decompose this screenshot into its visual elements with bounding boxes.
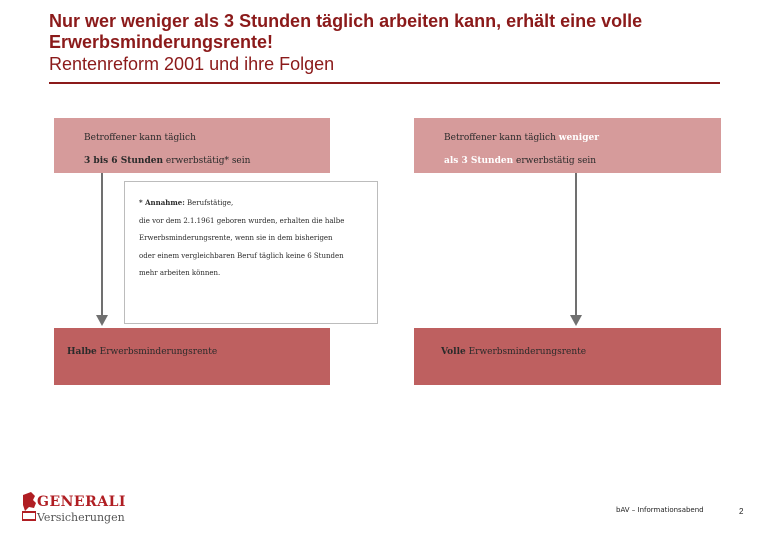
title-line-1: Nur wer weniger als 3 Stunden täglich arbeiten kann, erhält eine volle bbox=[49, 11, 643, 31]
arrow-down-left bbox=[96, 173, 108, 327]
note-line-5: mehr arbeiten können. bbox=[139, 269, 221, 277]
note-line-2: die vor dem 2.1.1961 geboren wurden, erhalten die halbe bbox=[139, 216, 345, 225]
arrow-down-right bbox=[570, 173, 582, 327]
box-half-pension bbox=[54, 328, 330, 385]
box-3-to-6-hours bbox=[54, 118, 330, 173]
logo-wordmark: GENERALI bbox=[37, 494, 126, 510]
box-right-top-highlight1: weniger bbox=[558, 133, 599, 143]
note-line1-text: Berufstätige, bbox=[184, 199, 234, 207]
box-left-top-rest: erwerbstätig* sein bbox=[163, 156, 251, 166]
note-line-4: oder einem vergleichbaren Beruf täglich keine 6 Stunden bbox=[139, 251, 344, 260]
box-right-bottom-rest: Erwerbsminderungsrente bbox=[465, 347, 587, 357]
arrow-right-shaft bbox=[575, 173, 577, 316]
footer-label: bAV – Informationsabend bbox=[616, 506, 704, 514]
lion-emblem-icon bbox=[22, 492, 36, 521]
title-divider bbox=[49, 82, 720, 84]
box-right-bottom-bold: Volle bbox=[441, 347, 466, 357]
box-left-top-highlight: 3 bis 6 Stunden bbox=[84, 156, 164, 166]
note-line-1 bbox=[139, 194, 377, 213]
arrow-right-head bbox=[570, 315, 582, 326]
box-left-top-line1: Betroffener kann täglich bbox=[84, 133, 196, 143]
box-full-pension bbox=[414, 328, 721, 385]
arrow-left-head bbox=[96, 315, 108, 326]
assumption-note bbox=[124, 181, 378, 324]
box-left-top-line2 bbox=[84, 150, 330, 173]
arrow-left-shaft bbox=[101, 173, 103, 316]
note-label: * Annahme: bbox=[139, 198, 185, 207]
box-right-top-line2 bbox=[444, 150, 721, 173]
box-right-top-highlight2: als 3 Stunden bbox=[444, 156, 514, 166]
box-right-top-rest: erwerbstätig sein bbox=[513, 156, 597, 166]
logo-subtitle: Versicherungen bbox=[37, 511, 125, 524]
title-line-2: Erwerbsminderungsrente! bbox=[49, 32, 274, 52]
page-number: 2 bbox=[739, 507, 744, 516]
box-right-top-prefix: Betroffener kann täglich bbox=[444, 133, 559, 143]
subtitle: Rentenreform 2001 und ihre Folgen bbox=[49, 54, 335, 74]
box-left-bottom-bold: Halbe bbox=[67, 347, 97, 357]
note-line-3: Erwerbsminderungsrente, wenn sie in dem bisherigen bbox=[139, 234, 333, 242]
box-left-bottom-rest: Erwerbsminderungsrente bbox=[96, 347, 218, 357]
box-less-than-3-hours bbox=[414, 118, 721, 173]
box-right-top-line1 bbox=[444, 127, 721, 150]
slide-title bbox=[49, 11, 749, 75]
